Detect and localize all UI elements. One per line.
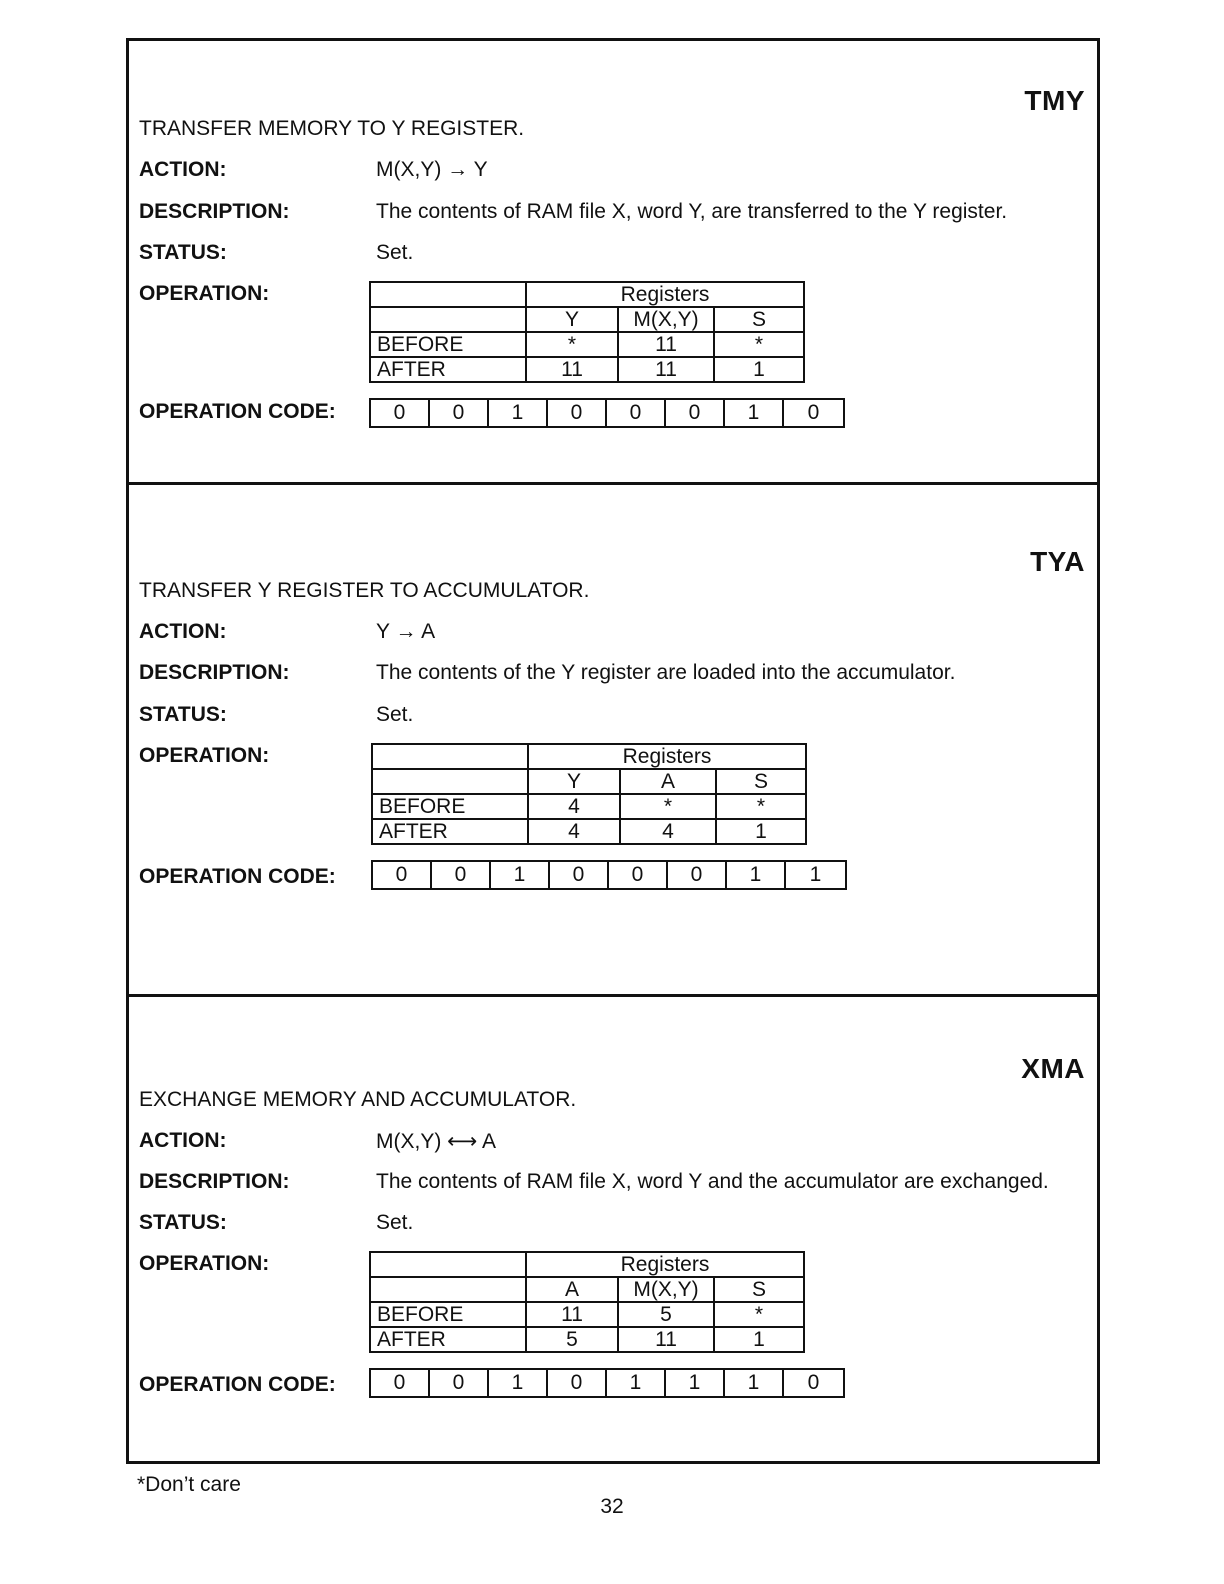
table-cell: * [620, 794, 716, 819]
opcode-bit: 1 [666, 1370, 725, 1396]
register-table [369, 281, 805, 383]
instruction-heading: EXCHANGE MEMORY AND ACCUMULATOR. [139, 1088, 577, 1111]
opcode-bit: 0 [666, 400, 725, 426]
opcode-bit: 0 [807, 1371, 820, 1394]
instruction-heading: TRANSFER MEMORY TO Y REGISTER. [139, 117, 525, 140]
column-header: S [714, 307, 804, 332]
opcode-bit: 1 [725, 1370, 784, 1396]
register-table [369, 1251, 805, 1353]
opcode-bit: 0 [668, 862, 727, 888]
action-value: M(X,Y) → Y [376, 158, 488, 181]
description-value: The contents of RAM file X, word Y, are transferred to the Y register. [376, 200, 1008, 223]
footnote: *Don’t care [137, 1473, 241, 1496]
table-corner-cell [372, 744, 528, 769]
table-cell: 1 [716, 819, 806, 844]
action-value: Y → A [376, 620, 436, 643]
status-value: Set. [376, 1211, 414, 1234]
action-label: ACTION: [139, 1129, 227, 1152]
table-cell: * [716, 794, 806, 819]
opcode-bit: 1 [809, 863, 822, 886]
status-label: STATUS: [139, 241, 227, 264]
column-header: Y [528, 769, 620, 794]
table-corner-cell [370, 1252, 526, 1277]
opcode-bit: 0 [807, 401, 820, 424]
opcode-label: OPERATION CODE: [139, 865, 336, 888]
table-cell: 11 [526, 1302, 618, 1327]
action-label: ACTION: [139, 158, 227, 181]
status-value: Set. [376, 703, 414, 726]
registers-header: Registers [528, 744, 806, 769]
column-header: Y [526, 307, 618, 332]
mnemonic: TMY [1024, 85, 1085, 116]
operation-label: OPERATION: [139, 744, 270, 767]
page-number: 32 [600, 1495, 624, 1518]
opcode-bit: 0 [609, 862, 668, 888]
status-label: STATUS: [139, 703, 227, 726]
status-value: Set. [376, 241, 414, 264]
table-cell: 1 [714, 1327, 804, 1352]
opcode-bit: 0 [373, 862, 432, 888]
column-header: A [620, 769, 716, 794]
operation-label: OPERATION: [139, 282, 270, 305]
opcode-bit: 1 [489, 400, 548, 426]
register-table [371, 743, 807, 845]
table-cell: 11 [618, 332, 714, 357]
column-header: M(X,Y) [618, 1277, 714, 1302]
table-cell: * [526, 332, 618, 357]
opcode-bit: 0 [430, 1370, 489, 1396]
row-label-before: BEFORE [372, 794, 528, 819]
table-corner-cell [370, 1277, 526, 1302]
table-cell: 4 [528, 819, 620, 844]
opcode-bit: 0 [371, 400, 430, 426]
column-header: S [716, 769, 806, 794]
row-label-after: AFTER [370, 357, 526, 382]
column-header: S [714, 1277, 804, 1302]
opcode-box [369, 398, 845, 428]
opcode-bit: 0 [607, 400, 666, 426]
opcode-bit: 0 [548, 400, 607, 426]
table-cell: 4 [620, 819, 716, 844]
opcode-label: OPERATION CODE: [139, 400, 336, 423]
row-label-after: AFTER [372, 819, 528, 844]
description-label: DESCRIPTION: [139, 200, 290, 223]
instruction-frame [126, 38, 1100, 1464]
table-corner-cell [370, 282, 526, 307]
status-label: STATUS: [139, 1211, 227, 1234]
opcode-bit: 1 [491, 862, 550, 888]
table-cell: * [714, 1302, 804, 1327]
opcode-box [369, 1368, 845, 1398]
opcode-bit: 0 [548, 1370, 607, 1396]
instruction-section-tya [129, 482, 1097, 994]
row-label-before: BEFORE [370, 1302, 526, 1327]
table-corner-cell [372, 769, 528, 794]
column-header: M(X,Y) [618, 307, 714, 332]
table-cell: 1 [714, 357, 804, 382]
opcode-bit: 0 [430, 400, 489, 426]
action-value: M(X,Y) ⟷ A [376, 1130, 496, 1153]
description-value: The contents of the Y register are loaded into the accumulator. [376, 661, 956, 684]
action-label: ACTION: [139, 620, 227, 643]
opcode-bit: 0 [432, 862, 491, 888]
opcode-bit: 1 [727, 862, 786, 888]
instruction-heading: TRANSFER Y REGISTER TO ACCUMULATOR. [139, 579, 590, 602]
table-cell: 11 [618, 1327, 714, 1352]
table-cell: 11 [618, 357, 714, 382]
instruction-section-xma [129, 994, 1097, 1461]
table-cell: * [714, 332, 804, 357]
description-value: The contents of RAM file X, word Y and the accumulator are exchanged. [376, 1170, 1049, 1193]
table-cell: 5 [618, 1302, 714, 1327]
row-label-before: BEFORE [370, 332, 526, 357]
registers-header: Registers [526, 1252, 804, 1277]
instruction-section-tmy [129, 41, 1097, 482]
table-corner-cell [370, 307, 526, 332]
opcode-bit: 0 [550, 862, 609, 888]
opcode-bit: 1 [725, 400, 784, 426]
opcode-bit: 0 [371, 1370, 430, 1396]
mnemonic: XMA [1021, 1053, 1085, 1084]
opcode-label: OPERATION CODE: [139, 1373, 336, 1396]
description-label: DESCRIPTION: [139, 1170, 290, 1193]
opcode-bit: 1 [489, 1370, 548, 1396]
table-cell: 4 [528, 794, 620, 819]
description-label: DESCRIPTION: [139, 661, 290, 684]
table-cell: 5 [526, 1327, 618, 1352]
registers-header: Registers [526, 282, 804, 307]
mnemonic: TYA [1030, 546, 1085, 577]
table-cell: 11 [526, 357, 618, 382]
operation-label: OPERATION: [139, 1252, 270, 1275]
opcode-box [371, 860, 847, 890]
column-header: A [526, 1277, 618, 1302]
row-label-after: AFTER [370, 1327, 526, 1352]
opcode-bit: 1 [607, 1370, 666, 1396]
